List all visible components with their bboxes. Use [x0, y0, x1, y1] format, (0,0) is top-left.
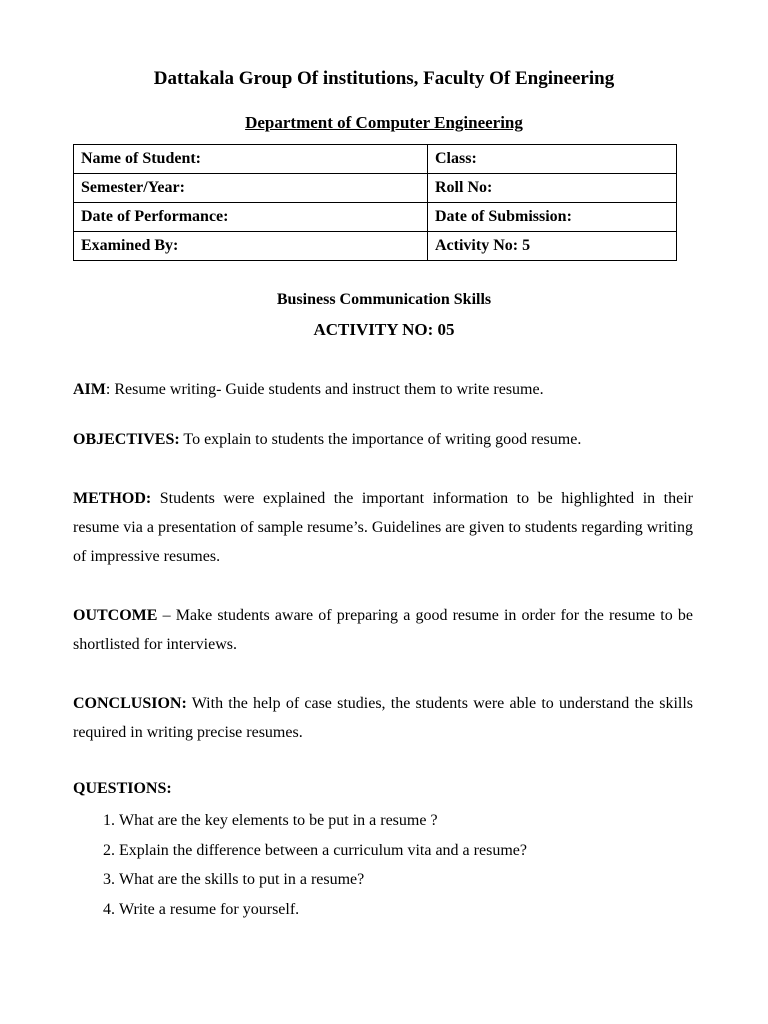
questions-list	[73, 806, 527, 924]
objectives-label: OBJECTIVES:	[73, 431, 180, 448]
table-cell: Activity No: 5	[428, 232, 677, 261]
table-cell: Semester/Year:	[74, 174, 428, 203]
list-item: 2. Explain the difference between a curriculum vita and a resume?	[119, 836, 527, 866]
method-text: Students were explained the important information to be highlighted in their resume via a presentation of sample resume’s. Guidelines are given to students regarding writing of impressive resumes.	[73, 490, 693, 565]
table-row	[74, 232, 677, 261]
table-cell: Date of Submission:	[428, 203, 677, 232]
list-item: 3. What are the skills to put in a resume?	[119, 865, 527, 895]
conclusion-label: CONCLUSION:	[73, 695, 187, 712]
outcome-paragraph	[73, 601, 693, 659]
objectives-text: To explain to students the importance of writing good resume.	[179, 431, 582, 448]
conclusion-paragraph	[73, 689, 693, 747]
table-cell: Roll No:	[428, 174, 677, 203]
activity-heading: ACTIVITY NO: 05	[313, 320, 455, 339]
aim-label: AIM	[73, 381, 106, 398]
institution-title: Dattakala Group Of institutions, Faculty Of Engineering	[153, 68, 615, 89]
table-row	[74, 174, 677, 203]
table-row	[74, 145, 677, 174]
department-title: Department of Computer Engineering	[245, 113, 523, 132]
table-cell: Examined By:	[74, 232, 428, 261]
method-paragraph	[73, 484, 693, 571]
subject-title: Business Communication Skills	[276, 291, 492, 308]
table-cell: Name of Student:	[74, 145, 428, 174]
aim-text: : Resume writing- Guide students and instruct them to write resume.	[105, 381, 544, 398]
conclusion-text: With the help of case studies, the students were able to understand the skills required in writing precise resumes.	[73, 695, 693, 741]
table-cell: Class:	[428, 145, 677, 174]
objectives-paragraph	[73, 425, 693, 454]
outcome-label: OUTCOME	[73, 607, 158, 624]
table-cell: Date of Performance:	[74, 203, 428, 232]
list-item: 4. Write a resume for yourself.	[119, 895, 527, 925]
method-label: METHOD:	[73, 490, 152, 507]
list-item: 1. What are the key elements to be put in a resume ?	[119, 806, 527, 836]
student-info-table	[73, 144, 677, 261]
table-row	[74, 203, 677, 232]
aim-paragraph	[73, 375, 693, 404]
outcome-text: – Make students aware of preparing a good resume in order for the resume to be shortlisted for interviews.	[73, 607, 693, 653]
questions-heading: QUESTIONS:	[73, 780, 172, 797]
